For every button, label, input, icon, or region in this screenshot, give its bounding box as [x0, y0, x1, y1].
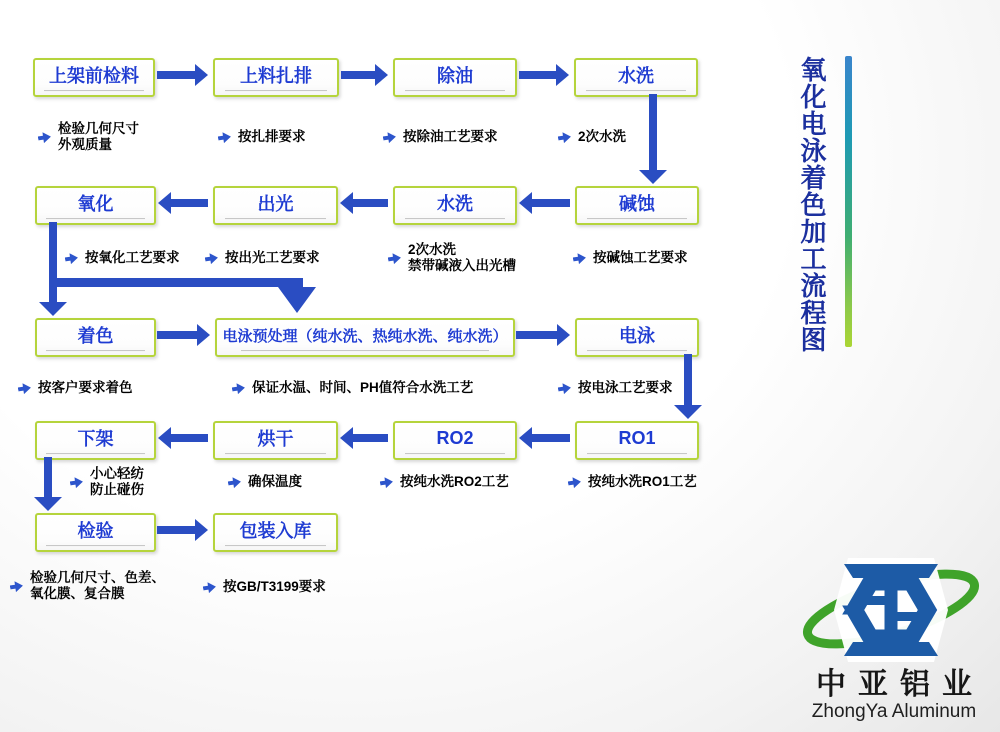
note-racking: 按扎排要求 [218, 129, 306, 145]
note-unracking: 小心轻纺 防止碰伤 [70, 466, 144, 498]
box-racking [213, 58, 339, 97]
arrow-bullet-icon [227, 476, 241, 489]
branch-connector-line [49, 278, 303, 287]
box-underline [405, 218, 506, 219]
box-label: 下架 [77, 429, 114, 449]
arrow-left-icon [340, 192, 388, 214]
box-water-rinse-1 [574, 58, 698, 97]
box-label: 水洗 [437, 194, 473, 214]
note-water-rinse-2: 2次水洗 禁带碱液入出光槽 [388, 242, 516, 274]
arrow-bullet-icon [202, 581, 216, 594]
box-unracking [35, 421, 156, 460]
note-pretreatment: 保证水温、时间、PH值符合水洗工艺 [232, 380, 473, 396]
box-underline [225, 545, 327, 546]
box-alkali-etching [575, 186, 699, 225]
box-underline [405, 90, 506, 91]
box-electrophoresis [575, 318, 699, 357]
arrow-right-icon [341, 64, 388, 86]
arrow-right-icon [157, 519, 208, 541]
box-underline [46, 350, 144, 351]
arrow-bullet-icon [567, 476, 581, 489]
arrow-bullet-icon [64, 252, 78, 265]
title-accent-bar [845, 56, 852, 347]
arrow-left-icon [158, 427, 208, 449]
logo-emblem-icon [788, 552, 1000, 664]
arrow-bullet-icon [69, 476, 83, 489]
arrow-left-icon [519, 192, 570, 214]
box-inspection [35, 513, 156, 552]
box-label: 氧化 [77, 194, 114, 214]
note-inspection: 检验几何尺寸、色差、 氧化膜、复合膜 [10, 570, 165, 602]
box-underline [225, 453, 327, 454]
arrow-left-icon [340, 427, 388, 449]
arrow-down-icon [639, 94, 667, 184]
box-label: 上架前检料 [49, 66, 139, 86]
arrow-bullet-icon [217, 131, 231, 144]
arrow-bullet-icon [37, 131, 51, 144]
arrow-bullet-icon [9, 580, 23, 593]
box-label: 检验 [77, 521, 114, 541]
box-label: 烘干 [257, 429, 294, 449]
box-water-rinse-2 [393, 186, 517, 225]
box-underline [241, 350, 490, 351]
box-electrophoresis-pretreatment [215, 318, 515, 357]
box-label: 出光 [257, 194, 294, 214]
arrow-bullet-icon [572, 252, 586, 265]
box-label: 水洗 [618, 66, 654, 86]
arrow-bullet-icon [231, 382, 245, 395]
note-ro1: 按纯水洗RO1工艺 [568, 474, 697, 490]
arrow-bullet-icon [204, 252, 218, 265]
arrow-bullet-icon [17, 382, 31, 395]
box-ro2 [393, 421, 517, 460]
box-label: 除油 [437, 66, 473, 86]
note-oxidation: 按氧化工艺要求 [65, 250, 180, 266]
arrow-right-icon [157, 64, 208, 86]
box-label: 着色 [77, 326, 114, 346]
box-underline [587, 453, 688, 454]
company-name-en: ZhongYa Aluminum [811, 701, 977, 722]
arrow-down-icon [39, 222, 67, 316]
arrow-left-icon [519, 427, 570, 449]
note-electrophoresis: 按电泳工艺要求 [558, 380, 673, 396]
arrow-bullet-icon [557, 131, 571, 144]
branch-arrow-down-icon [278, 287, 316, 313]
box-underline [405, 453, 506, 454]
arrow-left-icon [158, 192, 208, 214]
page-title: 氧化电泳着色加工流程图 [797, 56, 827, 353]
arrow-bullet-icon [387, 252, 401, 265]
company-name-cn: 中亚铝业 [816, 668, 984, 701]
box-underline [44, 90, 143, 91]
box-label: 电泳 [619, 326, 655, 346]
arrow-right-icon [157, 324, 210, 346]
box-degreasing [393, 58, 517, 97]
box-underline [46, 218, 144, 219]
box-packing-storage [213, 513, 338, 552]
box-label: 包装入库 [239, 521, 312, 541]
box-underline [225, 90, 328, 91]
box-brightening [213, 186, 338, 225]
note-water-rinse-1: 2次水洗 [558, 129, 626, 145]
box-underline [46, 545, 144, 546]
box-underline [225, 218, 327, 219]
note-coloring: 按客户要求着色 [18, 380, 133, 396]
box-oxidation [35, 186, 156, 225]
box-ro1 [575, 421, 699, 460]
box-label: RO1 [618, 427, 656, 448]
arrow-bullet-icon [379, 476, 393, 489]
box-label: 上料扎排 [240, 66, 312, 86]
note-pre-rack-inspection: 检验几何尺寸 外观质量 [38, 121, 139, 153]
arrow-bullet-icon [382, 131, 396, 144]
note-packing: 按GB/T3199要求 [203, 579, 326, 595]
box-label: 碱蚀 [619, 194, 655, 214]
arrow-right-icon [516, 324, 570, 346]
box-underline [46, 453, 144, 454]
company-logo [788, 552, 1000, 723]
note-brightening: 按出光工艺要求 [205, 250, 320, 266]
box-pre-rack-inspection [33, 58, 155, 97]
arrow-down-icon [34, 457, 62, 511]
box-underline [587, 350, 688, 351]
box-label: 电泳预处理（纯水洗、热纯水洗、纯水洗） [222, 327, 508, 345]
box-label: RO2 [436, 427, 474, 448]
arrow-right-icon [519, 64, 569, 86]
box-coloring [35, 318, 156, 357]
note-ro2: 按纯水洗RO2工艺 [380, 474, 509, 490]
arrow-bullet-icon [557, 382, 571, 395]
note-alkali-etching: 按碱蚀工艺要求 [573, 250, 688, 266]
arrow-down-icon [674, 354, 702, 419]
box-drying [213, 421, 338, 460]
box-underline [587, 218, 688, 219]
box-underline [586, 90, 687, 91]
note-drying: 确保温度 [228, 474, 302, 490]
note-degreasing: 按除油工艺要求 [383, 129, 498, 145]
